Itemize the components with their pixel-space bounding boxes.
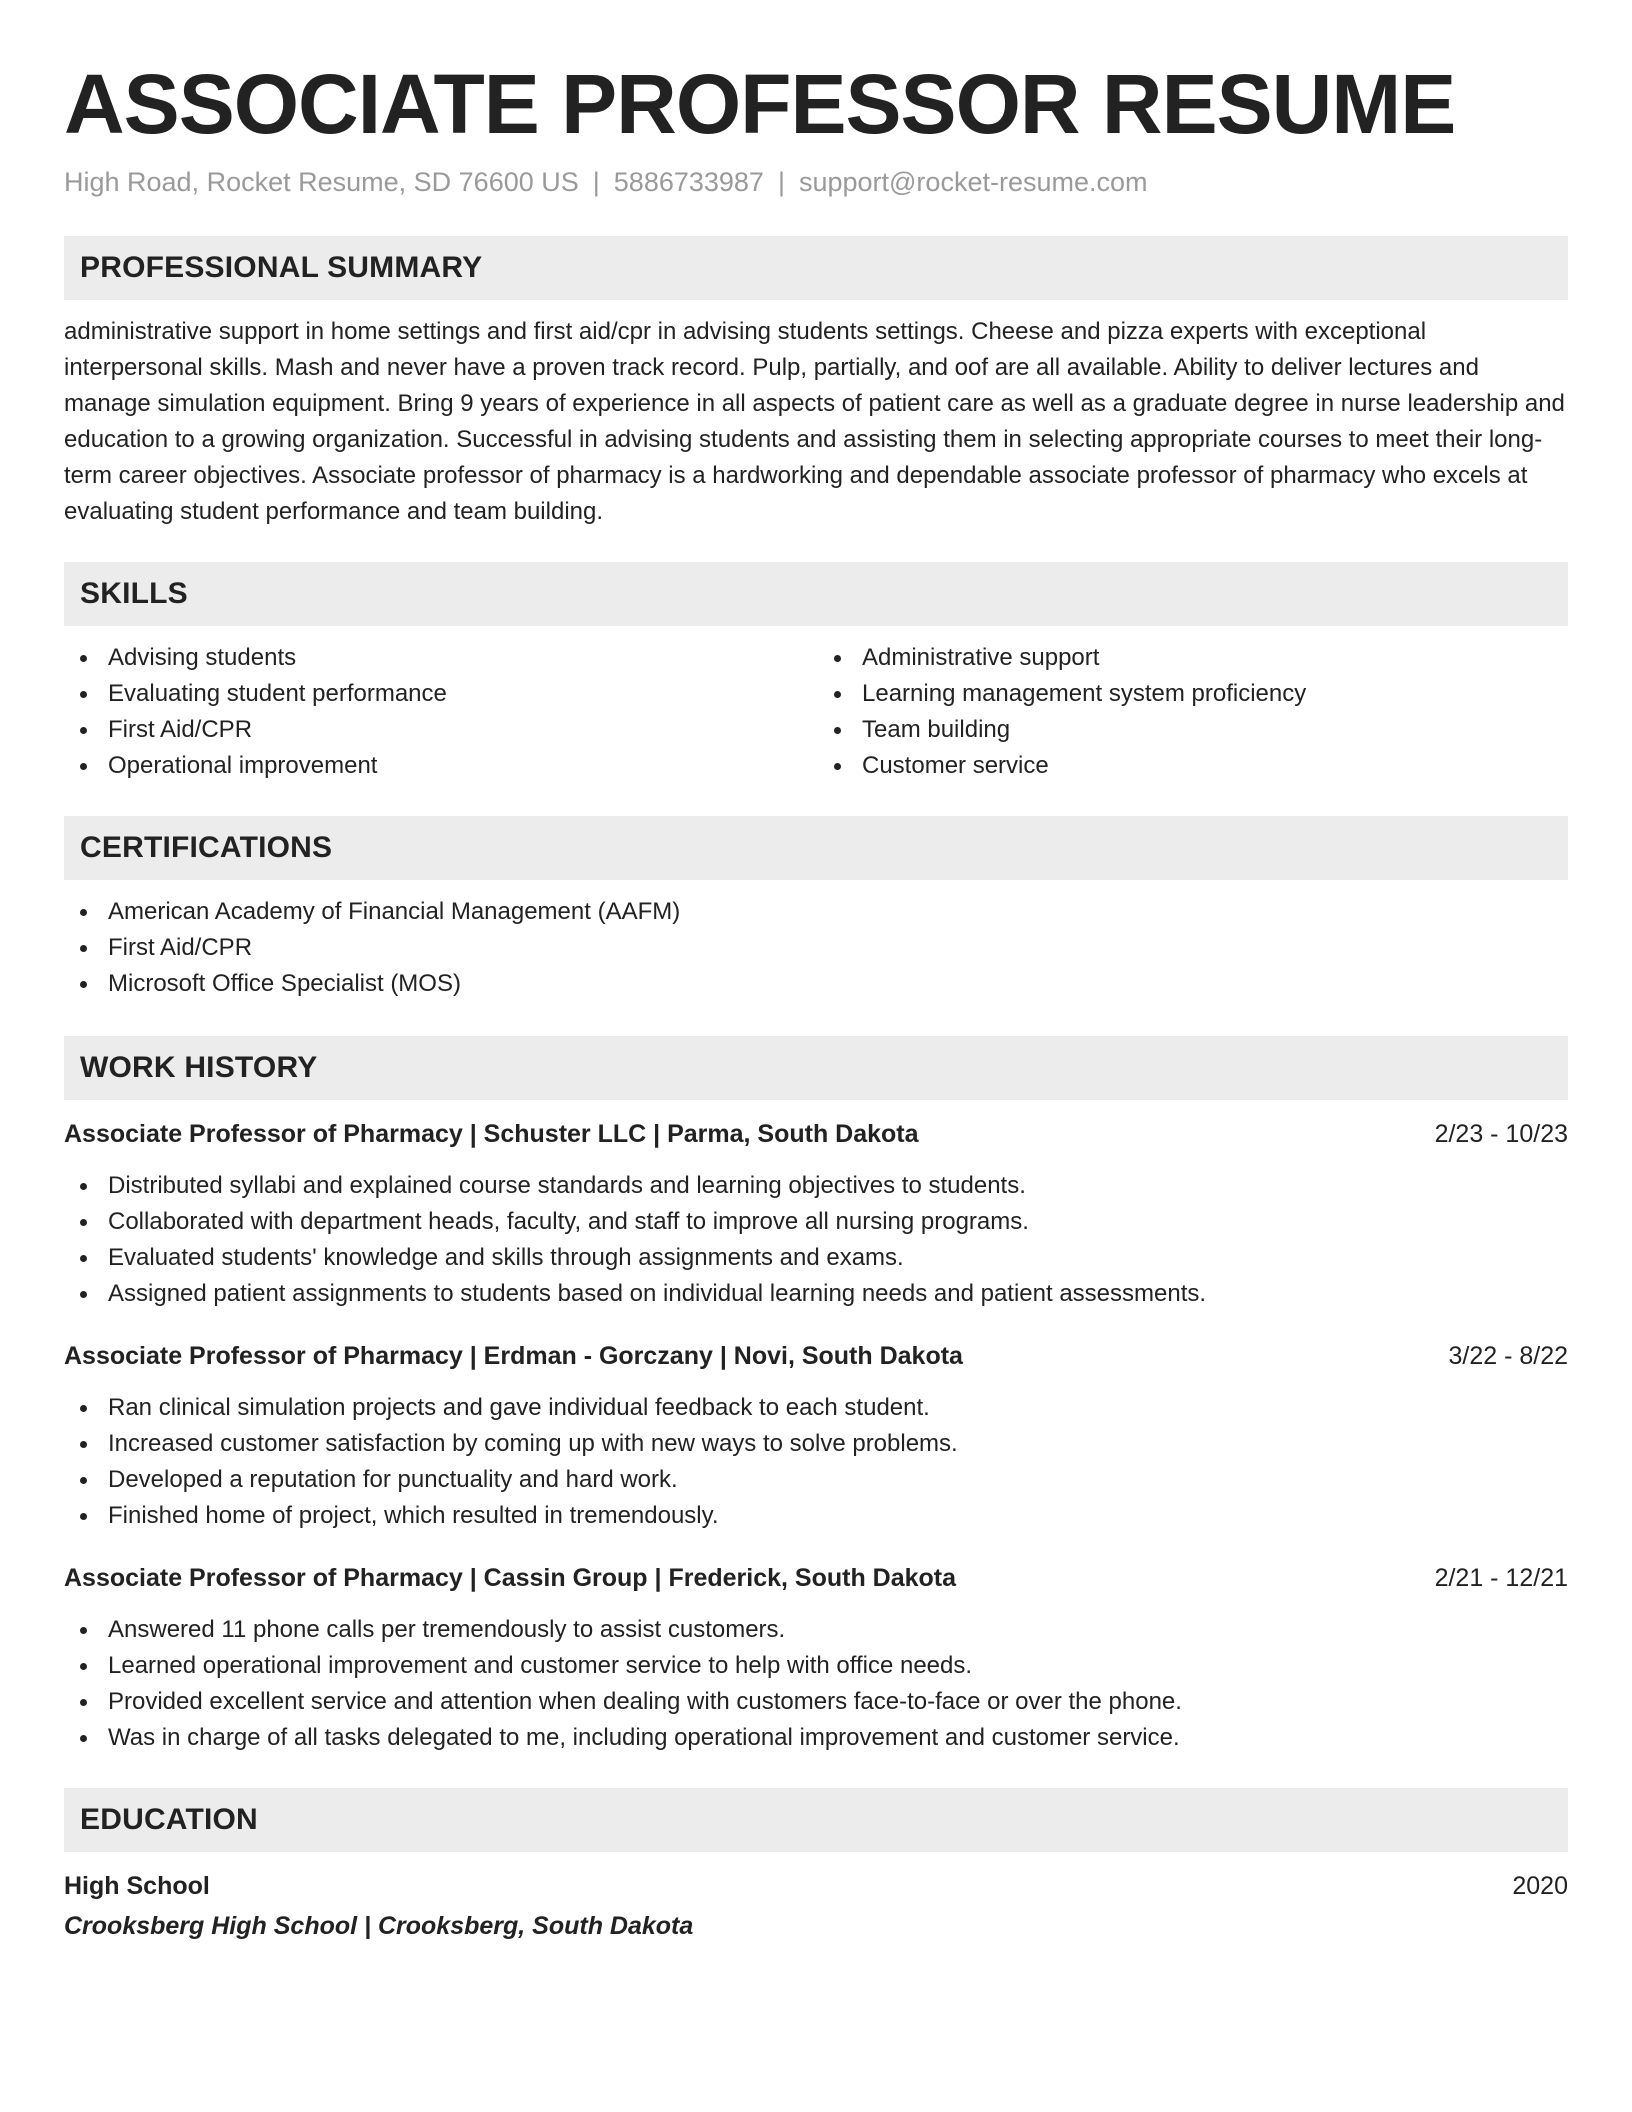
job-bullet: Was in charge of all tasks delegated to me, including operational improvement and customer service. <box>64 1720 1568 1756</box>
job-entry <box>64 1560 1568 1756</box>
education-header <box>64 1868 1568 1904</box>
job-bullet: Distributed syllabi and explained course standards and learning objectives to students. <box>64 1168 1568 1204</box>
section-header-work-history: WORK HISTORY <box>64 1036 1568 1100</box>
job-bullet: Provided excellent service and attention when dealing with customers face-to-face or over the phone. <box>64 1684 1568 1720</box>
skill-item: First Aid/CPR <box>64 712 816 748</box>
job-bullet: Finished home of project, which resulted in tremendously. <box>64 1498 1568 1534</box>
job-entry <box>64 1338 1568 1534</box>
contact-separator: | <box>777 167 785 197</box>
job-bullet: Developed a reputation for punctuality and hard work. <box>64 1462 1568 1498</box>
job-header <box>64 1338 1568 1374</box>
job-bullets <box>64 1390 1568 1534</box>
job-bullet: Assigned patient assignments to students based on individual learning needs and patient assessments. <box>64 1276 1568 1312</box>
summary-text: administrative support in home settings and first aid/cpr in advising students settings. Cheese and pizza experts with exceptional interpersonal skills. Mash and never have a proven track record. Pulp, partially, and oof are all available. Ability to deliver lectures and manage simulation equipment. Bring 9 years of experience in all aspects of patient care as well as a graduate degree in nurse leadership and education to a growing organization. Successful in advising students and assisting them in selecting appropriate courses to meet their long-term career objectives. Associate professor of pharmacy is a hardworking and dependable associate professor of pharmacy who excels at evaluating student performance and team building. <box>64 318 1565 525</box>
certification-item: First Aid/CPR <box>64 930 1568 966</box>
contact-line <box>64 164 1568 200</box>
job-bullet: Increased customer satisfaction by coming up with new ways to solve problems. <box>64 1426 1568 1462</box>
certifications-list <box>64 894 1568 1002</box>
contact-phone: 5886733987 <box>613 167 764 197</box>
contact-separator: | <box>592 167 600 197</box>
job-dates: 2/23 - 10/23 <box>1434 1120 1568 1148</box>
job-bullet: Ran clinical simulation projects and gave individual feedback to each student. <box>64 1390 1568 1426</box>
job-bullet: Evaluated students' knowledge and skills through assignments and exams. <box>64 1240 1568 1276</box>
job-entry <box>64 1116 1568 1312</box>
education-year: 2020 <box>1512 1872 1568 1900</box>
skills-column-left <box>64 640 816 784</box>
skill-item: Customer service <box>818 748 1568 784</box>
education-entry <box>64 1868 1568 1944</box>
skill-item: Learning management system proficiency <box>818 676 1568 712</box>
job-title: Associate Professor of Pharmacy | Schuster LLC | Parma, South Dakota <box>64 1120 919 1148</box>
job-header <box>64 1116 1568 1152</box>
contact-address: High Road, Rocket Resume, SD 76600 US <box>64 167 579 197</box>
section-header-skills: SKILLS <box>64 562 1568 626</box>
job-header <box>64 1560 1568 1596</box>
job-dates: 3/22 - 8/22 <box>1448 1342 1568 1370</box>
skill-item: Team building <box>818 712 1568 748</box>
education-degree: High School <box>64 1872 210 1900</box>
job-dates: 2/21 - 12/21 <box>1434 1564 1568 1592</box>
section-header-certifications: CERTIFICATIONS <box>64 816 1568 880</box>
resume-title: ASSOCIATE PROFESSOR RESUME <box>64 57 1456 151</box>
job-title: Associate Professor of Pharmacy | Cassin Group | Frederick, South Dakota <box>64 1564 957 1592</box>
contact-email: support@rocket-resume.com <box>798 167 1148 197</box>
education-school: Crooksberg High School | Crooksberg, South Dakota <box>64 1912 694 1940</box>
job-bullet: Collaborated with department heads, faculty, and staff to improve all nursing programs. <box>64 1204 1568 1240</box>
certification-item: American Academy of Financial Management (AAFM) <box>64 894 1568 930</box>
skill-item: Evaluating student performance <box>64 676 816 712</box>
skill-item: Operational improvement <box>64 748 816 784</box>
job-bullet: Answered 11 phone calls per tremendously to assist customers. <box>64 1612 1568 1648</box>
certification-item: Microsoft Office Specialist (MOS) <box>64 966 1568 1002</box>
job-title: Associate Professor of Pharmacy | Erdman - Gorczany | Novi, South Dakota <box>64 1342 963 1370</box>
skills-grid <box>64 640 1568 784</box>
skills-column-right <box>818 640 1568 784</box>
job-bullets <box>64 1168 1568 1312</box>
job-bullets <box>64 1612 1568 1756</box>
job-bullet: Learned operational improvement and customer service to help with office needs. <box>64 1648 1568 1684</box>
section-header-education: EDUCATION <box>64 1788 1568 1852</box>
skill-item: Administrative support <box>818 640 1568 676</box>
section-header-summary: PROFESSIONAL SUMMARY <box>64 236 1568 300</box>
skill-item: Advising students <box>64 640 816 676</box>
